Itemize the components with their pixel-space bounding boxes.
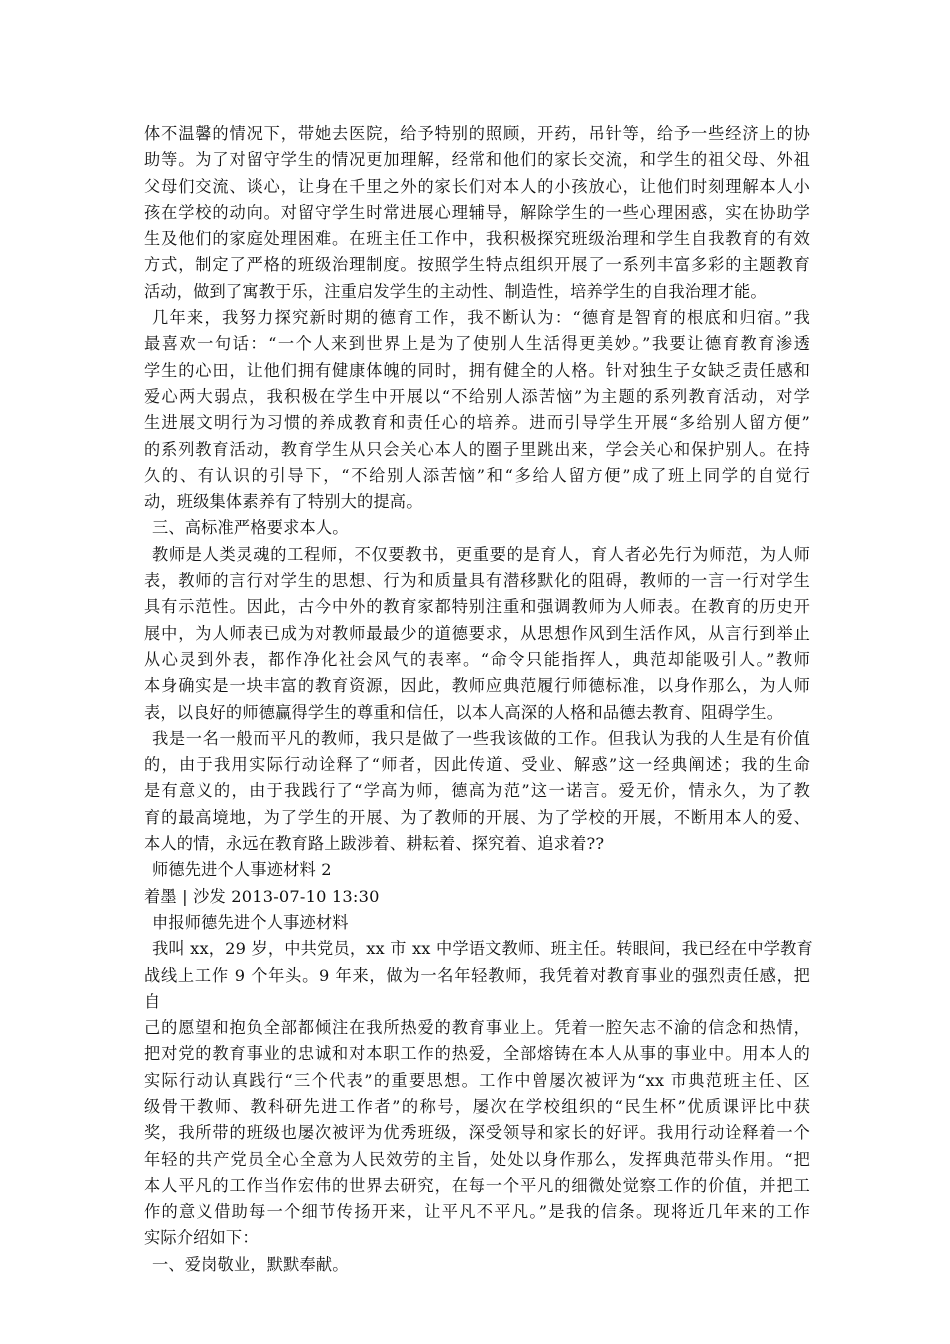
text-line: 教师是人类灵魂的工程师，不仅要教书，更重要的是育人，育人者必先行为师范，为人师 [152,544,810,564]
text-line: 体不温馨的情况下，带她去医院，给予特别的照顾，开药，吊针等，给予一些经济上的协 [144,124,810,143]
text-line: 几年来，我努力探究新时期的德育工作，我不断认为：“德育是智育的根底和归宿。”我 [152,308,810,328]
text-line: 年轻的共产党员全心全意为人民效劳的主旨，处处以身作那么，发挥典范带头作用。“把 [144,1149,810,1169]
text-line: 父母们交流、谈心，让身在千里之外的家长们对本人的小孩放心，让他们时刻理解本人小 [144,176,810,196]
section-heading: 申报师德先进个人事迹材料 [152,912,349,932]
text-line: 是有意义的，由于我践行了“学高为师，德高为范”这一诺言。爱无价，情永久，为了教 [144,781,810,801]
text-line: 的，由于我用实际行动诠释了“师者，因此传道、受业、解惑”这一经典阐述；我的生命 [144,755,810,775]
text-line: 本身确实是一块丰富的教育资源，因此，教师应典范履行师德标准，以身作那么，为人师 [144,676,810,696]
text-line: 作的意义借助每一个细节传扬开来，让平凡不平凡。”是我的信条。现将近几年来的工作 [144,1202,810,1222]
text-line: 生及他们的家庭处理困难。在班主任工作中，我积极探究班级治理和学生自我教育的有效 [144,229,810,249]
section-heading: 师德先进个人事迹材料 2 [152,860,332,880]
text-line: 具有示范性。因此，古今中外的教育家都特别注重和强调教师为人师表。在教育的历史开 [144,597,810,617]
section-heading: 三、高标准严格要求本人。 [152,518,349,538]
text-line: 生进展文明行为习惯的养成教育和责任心的培养。进而引导学生开展“多给别人留方便” [144,413,810,433]
text-line: 实际介绍如下： [144,1228,259,1248]
document-page [144,121,813,1278]
text-line: 孩在学校的动向。对留守学生时常进展心理辅导，解除学生的一些心理困惑，实在协助学 [144,202,810,222]
text-line: 本人平凡的工作当作宏伟的世界去研究，在每一个平凡的细微处觉察工作的价值，并把工 [144,1175,810,1195]
text-line: 着墨 | 沙发 2013-07-10 13:30 [144,886,380,906]
text-line: 久的、有认识的引导下，“不给别人添苦恼”和“多给人留方便”成了班上同学的自觉行 [144,465,810,485]
text-line: 育的最高境地，为了学生的开展、为了教师的开展、为了学校的开展，不断用本人的爱、 [144,807,810,827]
text-line: 实际行动认真践行“三个代表”的重要思想。工作中曾屡次被评为“xx 市典范班主任、区 [144,1070,810,1090]
text-line: 方式，制定了严格的班级治理制度。按照学生特点组织开展了一系列丰富多彩的主题教育 [144,255,810,275]
text-line: 的系列教育活动，教育学生从只会关心本人的圈子里跳出来，学会关心和保护别人。在持 [144,439,810,459]
text-line: 把对党的教育事业的忠诚和对本职工作的热爱，全部熔铸在本人从事的事业中。用本人的 [144,1044,810,1064]
text-line: 战线上工作 9 个年头。9 年来，做为一名年轻教师，我凭着对教育事业的强烈责任感，把 [144,965,810,985]
text-line: 动，班级集体素养有了特别大的提高。 [144,492,423,512]
text-line: 从心灵到外表，都作净化社会风气的表率。“命令只能指挥人，典范却能吸引人。”教师 [144,649,810,669]
text-line: 奖，我所带的班级也屡次被评为优秀班级，深受领导和家长的好评。我用行动诠释着一个 [144,1123,810,1143]
text-line: 爱心两大弱点，我积极在学生中开展以“不给别人添苦恼”为主题的系列教育活动，对学 [144,386,810,406]
text-line: 己的愿望和抱负全部都倾注在我所热爱的教育事业上。凭着一腔矢志不渝的信念和热情， [144,1018,810,1038]
text-line: 本人的情，永远在教育路上跋涉着、耕耘着、探究着、追求着?? [144,834,605,854]
text-line: 助等。为了对留守学生的情况更加理解，经常和他们的家长交流，和学生的祖父母、外祖 [144,150,810,170]
text-line: 展中，为人师表已成为对教师最最少的道德要求，从思想作风到生活作风，从言行到举止 [144,623,810,643]
text-line: 最喜欢一句话：“一个人来到世界上是为了使别人生活得更美妙。”我要让德育教育渗透 [144,334,810,354]
text-line: 学生的心田，让他们拥有健康体魄的同时，拥有健全的人格。针对独生子女缺乏责任感和 [144,360,810,380]
text-line: 活动，做到了寓教于乐，注重启发学生的主动性、制造性，培养学生的自我治理才能。 [144,281,767,301]
text-line: 表，教师的言行对学生的思想、行为和质量具有潜移默化的阻碍，教师的一言一行对学生 [144,571,810,591]
text-line: 我叫 xx，29 岁，中共党员，xx 市 xx 中学语文教师、班主任。转眼间，我已经在中学教育 [152,939,813,959]
text-line: 表，以良好的师德赢得学生的尊重和信任，以本人高深的人格和品德去教育、阻碍学生。 [144,702,784,722]
text-line: 自 [144,991,161,1011]
text-line: 级骨干教师、教科研先进工作者”的称号，屡次在学校组织的“民生杯”优质课评比中获 [144,1096,810,1116]
section-heading: 一、爱岗敬业，默默奉献。 [152,1254,349,1274]
text-line: 我是一名一般而平凡的教师，我只是做了一些我该做的工作。但我认为我的人生是有价值 [152,728,810,748]
